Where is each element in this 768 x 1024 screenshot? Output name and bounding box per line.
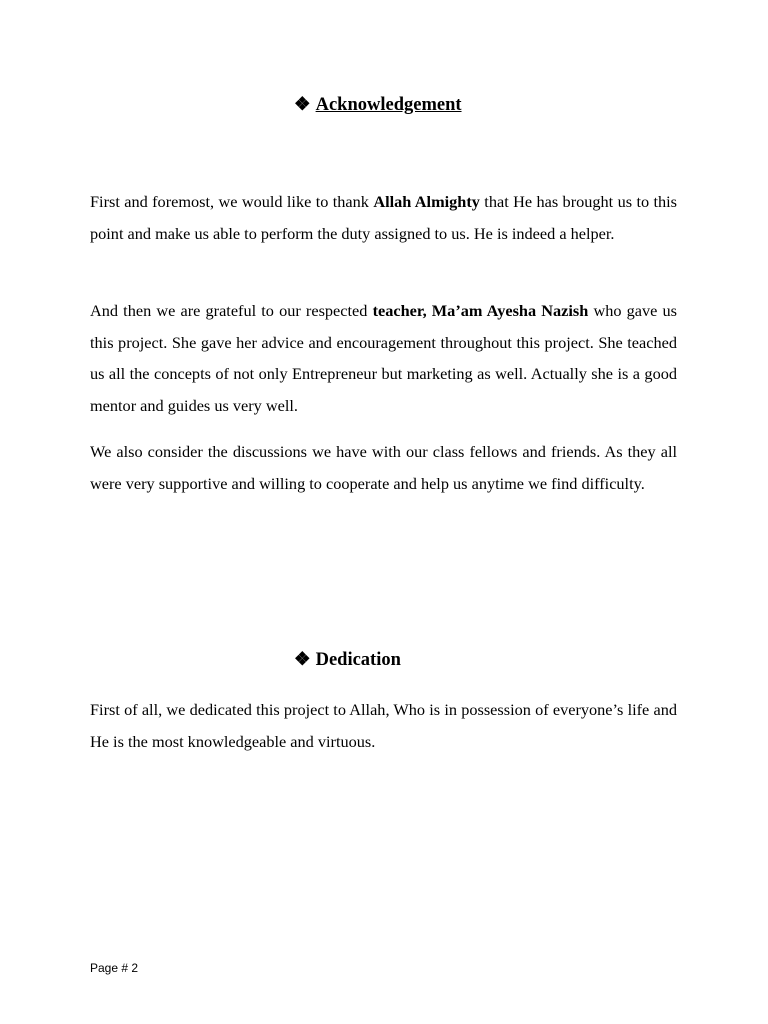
paragraph-text: that He has brought us to this point and make us able to perform the duty assigned to us. He is indeed a helper. <box>90 192 678 243</box>
dedication-heading <box>294 648 401 672</box>
paragraph-bold-text: Allah Almighty <box>373 192 480 211</box>
acknowledgement-paragraph-3 <box>90 436 677 499</box>
acknowledgement-title: Acknowledgement <box>315 95 462 115</box>
dedication-title: Dedication <box>315 650 401 670</box>
acknowledgement-heading <box>294 93 462 117</box>
paragraph-text: who gave us this project. She gave her advice and encouragement throughout this project. She teached us all the concepts of not only Entrepreneur but marketing as well. Actually she is a good mentor and guides us very well. <box>90 301 678 415</box>
paragraph-bold-text: teacher, Ma’am Ayesha Nazish <box>372 301 589 320</box>
page-number: Page # 2 <box>90 961 139 975</box>
diamond-bullet-icon: ❖ <box>294 650 311 670</box>
diamond-bullet-icon: ❖ <box>294 95 311 115</box>
acknowledgement-paragraph-2 <box>90 295 677 421</box>
dedication-paragraph <box>90 694 677 757</box>
paragraph-text: First and foremost, we would like to thank <box>90 192 374 211</box>
acknowledgement-paragraph-1 <box>90 186 677 249</box>
paragraph-text: We also consider the discussions we have with our class fellows and friends. As they all were very supportive and willing to cooperate and help us anytime we find difficulty. <box>90 442 677 493</box>
paragraph-text: First of all, we dedicated this project to Allah, Who is in possession of everyone’s life and He is the most knowledgeable and virtuous. <box>90 700 677 751</box>
paragraph-text: And then we are grateful to our respected <box>90 301 373 320</box>
